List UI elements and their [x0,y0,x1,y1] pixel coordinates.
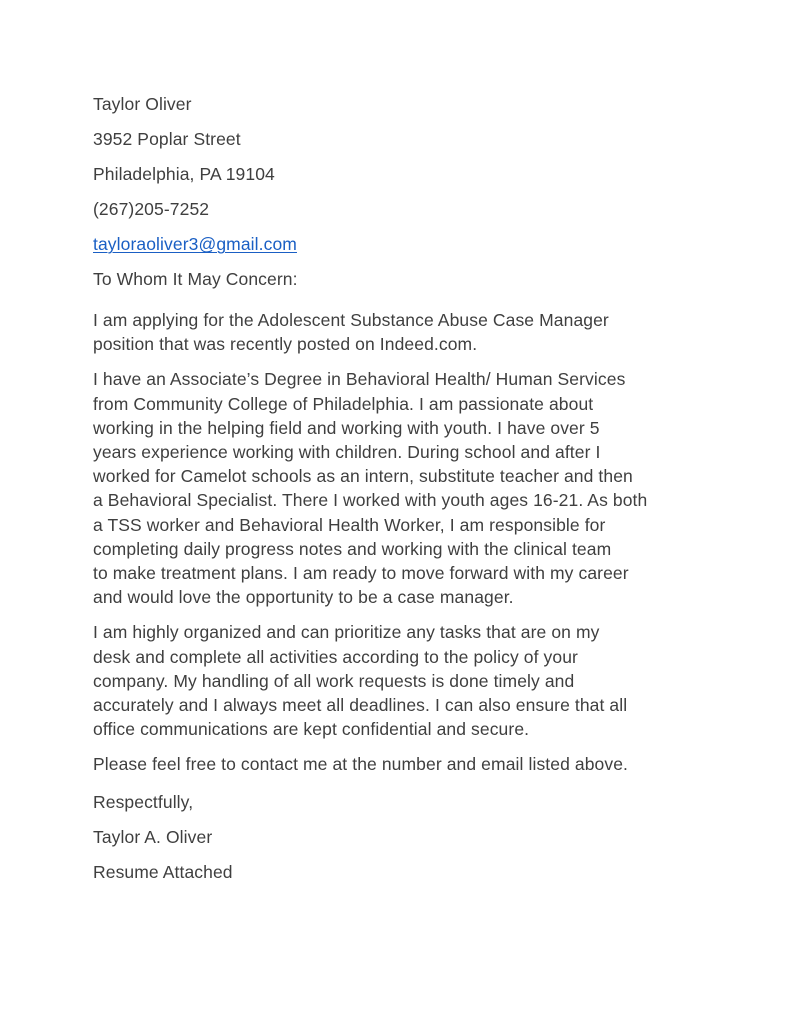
paragraph-line: Please feel free to contact me at the number and email listed above. [93,754,629,775]
sender-street: 3952 Poplar Street [93,129,241,149]
paragraph-line: working in the helping field and working with youth. I have over 5 [93,417,600,438]
paragraph-line: years experience working with children. During school and after I [93,442,601,463]
signature: Taylor A. Oliver [93,826,213,847]
paragraph-qualifications [93,367,713,609]
paragraph-skills [93,620,713,741]
paragraph-line: I am highly organized and can prioritize any tasks that are on my [93,622,600,643]
paragraph-line: a Behavioral Specialist. There I worked with youth ages 16-21. As both [93,490,648,511]
paragraph-line: company. My handling of all work requests is done timely and [93,670,575,691]
paragraph-line: I have an Associate’s Degree in Behavioral Health/ Human Services [93,369,626,390]
paragraph-intro [93,308,713,356]
paragraph-line: completing daily progress notes and working with the clinical team [93,538,612,559]
sender-email-line [93,230,713,265]
paragraph-line: accurately and I always meet all deadlines. I can also ensure that all [93,695,628,716]
sender-block [93,90,713,265]
sender-name: Taylor Oliver [93,94,192,114]
paragraph-line: worked for Camelot schools as an intern, substitute teacher and then [93,466,633,487]
paragraph-line: desk and complete all activities according to the policy of your [93,646,578,667]
sender-email-link[interactable]: tayloraoliver3@gmail.com [93,234,297,254]
paragraph-line: a TSS worker and Behavioral Health Worker, I am responsible for [93,514,606,535]
paragraph-line: office communications are kept confidential and secure. [93,719,530,740]
sender-city-state-zip: Philadelphia, PA 19104 [93,164,275,184]
paragraph-line: and would love the opportunity to be a case manager. [93,587,514,608]
paragraph-contact [93,752,713,776]
sender-phone: (267)205-7252 [93,199,210,219]
paragraph-line: to make treatment plans. I am ready to move forward with my career [93,563,629,584]
paragraph-line: position that was recently posted on Indeed.com. [93,334,478,355]
cover-letter [93,90,713,893]
closing: Respectfully, [93,791,194,812]
paragraph-line: from Community College of Philadelphia. I am passionate about [93,393,594,414]
paragraph-line: I am applying for the Adolescent Substance Abuse Case Manager [93,310,609,330]
salutation: To Whom It May Concern: [93,269,298,289]
enclosure-note: Resume Attached [93,861,233,882]
